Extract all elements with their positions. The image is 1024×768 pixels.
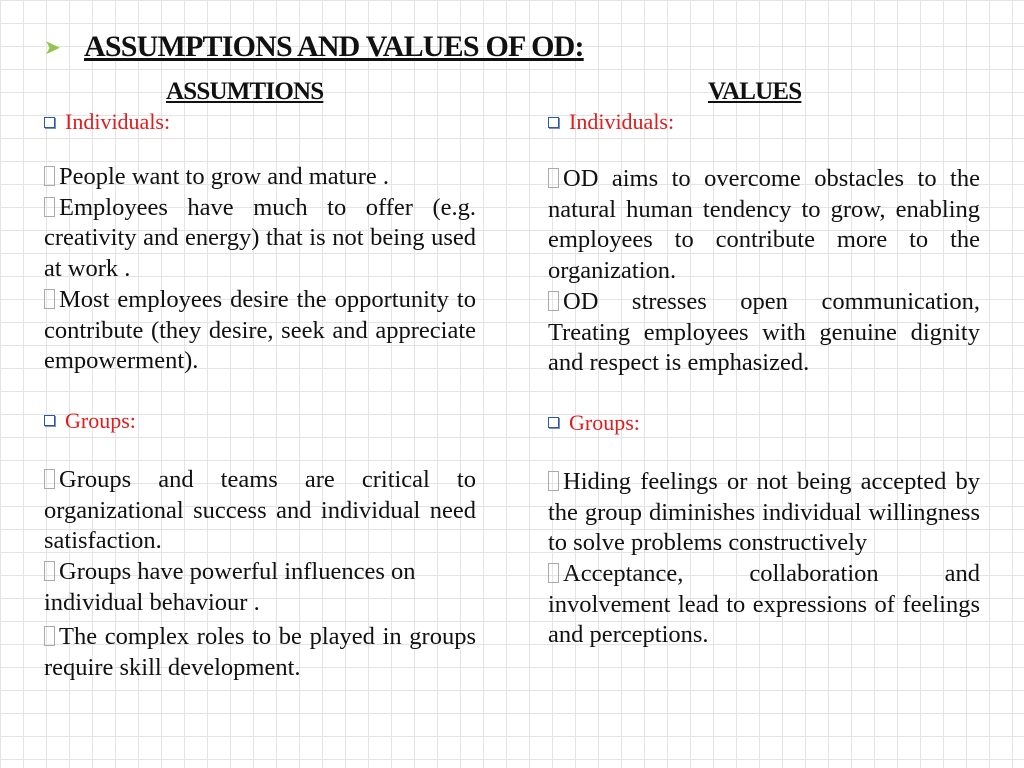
values-column <box>548 76 980 651</box>
section-label: Groups: <box>569 409 640 435</box>
list-item: OD aims to overcome obstacles to the natural human tendency to grow, enabling employees to contribute more to the organization. <box>548 165 980 285</box>
list-item: Groups and teams are critical to organizational success and individual need satisfaction. <box>44 465 476 555</box>
assumptions-groups-section <box>44 407 476 435</box>
assumptions-individuals-section <box>44 108 476 136</box>
list-item: OD stresses open communication, Treating employees with genuine dignity and respect is emphasized. <box>548 287 980 377</box>
square-checkbox-icon <box>548 117 559 128</box>
missing-glyph-icon <box>548 168 559 188</box>
title-row <box>44 30 584 64</box>
missing-glyph-icon <box>44 469 55 489</box>
missing-glyph-icon <box>44 166 55 186</box>
list-item: The complex roles to be played in groups require skill development. <box>44 623 476 682</box>
list-item: Most employees desire the opportunity to contribute (they desire, seek and appreciate empowerment). <box>44 285 476 375</box>
missing-glyph-icon <box>548 563 559 583</box>
list-item: Employees have much to offer (e.g. creativity and energy) that is not being used at work . <box>44 193 476 283</box>
missing-glyph-icon <box>548 471 559 491</box>
missing-glyph-icon <box>548 291 559 311</box>
values-groups-section <box>548 409 980 437</box>
list-item: Hiding feelings or not being accepted by the group diminishes individual willingness to solve problems constructively <box>548 467 980 557</box>
values-heading: VALUES <box>708 78 802 105</box>
list-item: Groups have powerful influences on individual behaviour . <box>44 558 416 616</box>
section-label: Individuals: <box>65 109 171 134</box>
section-label: Individuals: <box>569 109 675 134</box>
page-title: ASSUMPTIONS AND VALUES OF OD: <box>84 30 584 63</box>
square-checkbox-icon <box>548 417 559 428</box>
assumptions-heading: ASSUMTIONS <box>166 78 324 105</box>
missing-glyph-icon <box>44 626 55 646</box>
values-individuals-section <box>548 108 980 136</box>
arrowhead-icon: ➤ <box>44 35 61 59</box>
missing-glyph-icon <box>44 561 55 581</box>
assumptions-column <box>44 76 476 684</box>
square-checkbox-icon <box>44 117 55 128</box>
missing-glyph-icon <box>44 197 55 217</box>
missing-glyph-icon <box>44 289 55 309</box>
list-item: Acceptance, collaboration and involvement lead to expressions of feelings and perceptions. <box>548 560 980 649</box>
section-label: Groups: <box>65 407 136 433</box>
square-checkbox-icon <box>44 415 55 426</box>
list-item: People want to grow and mature . <box>44 162 476 193</box>
